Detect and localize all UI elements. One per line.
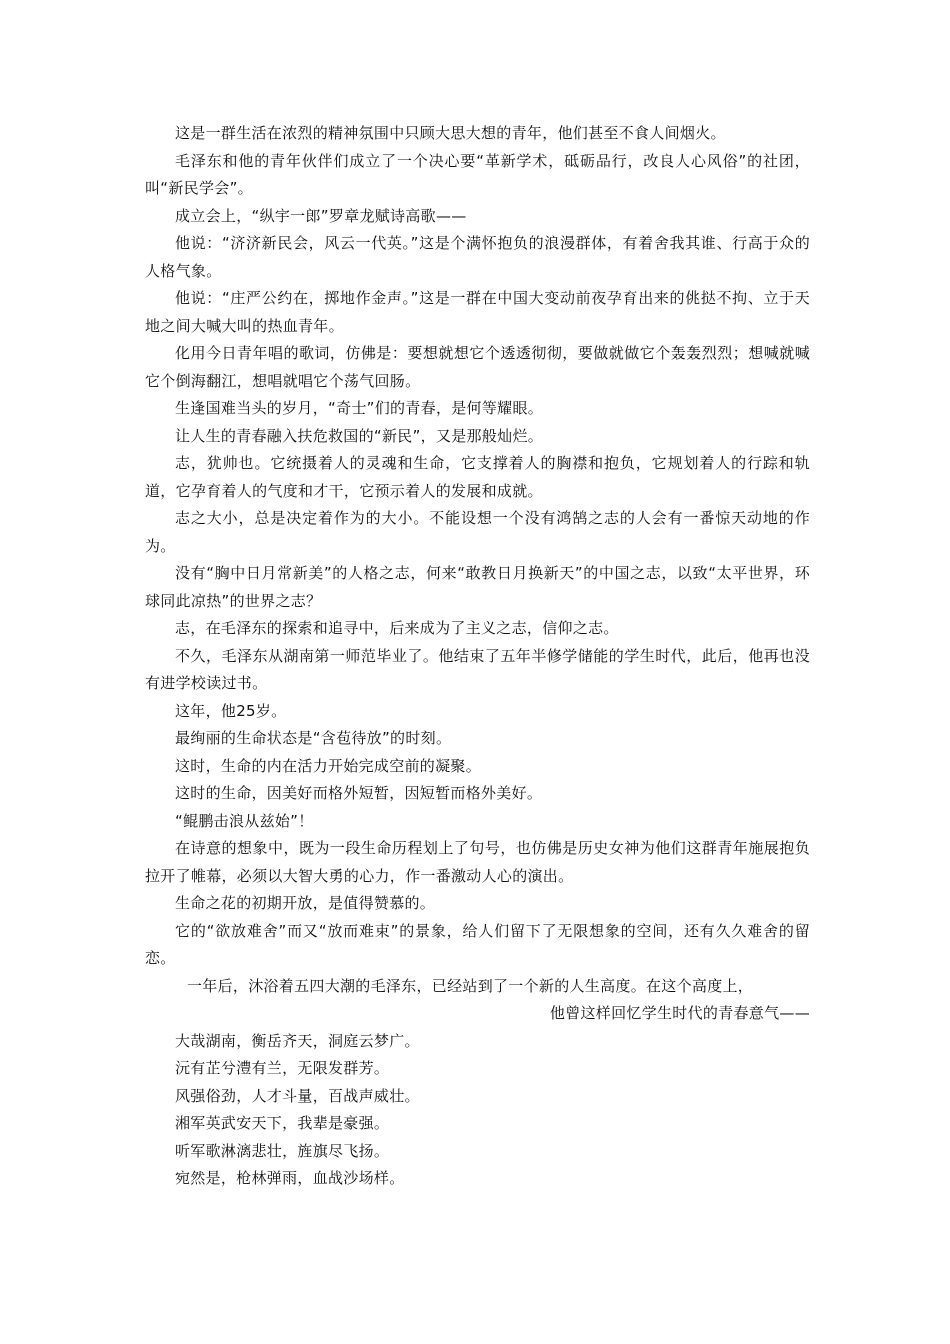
- paragraph: 他说：“庄严公约在，掷地作金声。”这是一群在中国大变动前夜孕育出来的佻挞不拘、立于天地之间大喊大叫的热血青年。: [145, 289, 810, 335]
- paragraph: 没有“胸中日月常新美”的人格之志，何来“敢教日月换新天”的中国之志，以致“太平世界，环球同此凉热”的世界之志？: [145, 564, 810, 610]
- paragraph: 成立会上，“纵宇一郎”罗章龙赋诗高歌——: [175, 206, 467, 225]
- poem-line: 湘军英武安天下，我辈是豪强。: [175, 1114, 390, 1132]
- transition-line-right: 他曾这样回忆学生时代的青春意气——: [549, 1004, 810, 1022]
- paragraph: 不久，毛泽东从湖南第一师范毕业了。他结束了五年半修学储能的学生时代，此后，他再也没有进学校读过书。: [145, 646, 810, 692]
- paragraph: “鲲鹏击浪从兹始”！: [175, 811, 314, 830]
- paragraph: 生命之花的初期开放，是值得赞慕的。: [175, 894, 436, 912]
- paragraph: 他说：“济济新民会，风云一代英。”这是个满怀抱负的浪漫群体，有着舍我其谁、行高于众的人格气象。: [145, 234, 810, 280]
- poem-line: 宛然是，枪林弹雨，血战沙场样。: [175, 1169, 405, 1187]
- paragraph: 这时的生命，因美好而格外短暂，因短暂而格外美好。: [175, 784, 543, 802]
- paragraph: 志，在毛泽东的探索和追寻中，后来成为了主义之志，信仰之志。: [175, 619, 619, 637]
- paragraph: 这年，他25岁。: [175, 701, 287, 720]
- paragraph: 让人生的青春融入扶危救国的“新民”，又是那般灿烂。: [175, 426, 544, 445]
- transition-line: 一年后，沐浴着五四大潮的毛泽东，已经站到了一个新的人生高度。在这个高度上，: [187, 976, 754, 995]
- paragraph: 化用今日青年唱的歌词，仿佛是：要想就想它个透透彻彻，要做就做它个轰轰烈烈；想喊就喊它个倒海翻江，想唱就唱它个荡气回肠。: [145, 344, 810, 390]
- poem-line: 沅有芷兮澧有兰，无限发群芳。: [175, 1059, 390, 1077]
- paragraph: 志，犹帅也。它统摄着人的灵魂和生命，它支撑着人的胸襟和抱负，它规划着人的行踪和轨道，它孕育着人的气度和才干，它预示着人的发展和成就。: [145, 454, 810, 500]
- paragraph: 它的“欲放难舍”而又“放而难束”的景象，给人们留下了无限想象的空间，还有久久难舍的留恋。: [145, 921, 810, 967]
- poem-line: 风强俗劲，人才斗量，百战声威壮。: [175, 1086, 420, 1105]
- paragraph: 生逢国难当头的岁月，“奇士”们的青春，是何等耀眼。: [175, 399, 544, 417]
- paragraph: 在诗意的想象中，既为一段生命历程划上了句号，也仿佛是历史女神为他们这群青年施展抱负拉开了帷幕，必须以大智大勇的心力，作一番激动人心的演出。: [145, 839, 810, 885]
- paragraph: 这时，生命的内在活力开始完成空前的凝聚。: [175, 756, 482, 775]
- paragraph: 毛泽东和他的青年伙伴们成立了一个决心要“革新学术，砥砺品行，改良人心风俗”的社团，叫“新民学会”。: [145, 151, 810, 197]
- paragraph: 这是一群生活在浓烈的精神氛围中只顾大思大想的青年，他们甚至不食人间烟火。: [175, 124, 726, 142]
- poem-line: 听军歌淋漓悲壮，旌旗尽飞扬。: [175, 1141, 390, 1160]
- paragraph: 最绚丽的生命状态是“含苞待放”的时刻。: [175, 729, 452, 747]
- poem-line: 大哉湖南，衡岳齐天，洞庭云梦广。: [175, 1031, 420, 1050]
- paragraph: 志之大小，总是决定着作为的大小。不能设想一个没有鸿鹄之志的人会有一番惊天动地的作为。: [145, 509, 810, 555]
- document-body: [145, 120, 810, 1193]
